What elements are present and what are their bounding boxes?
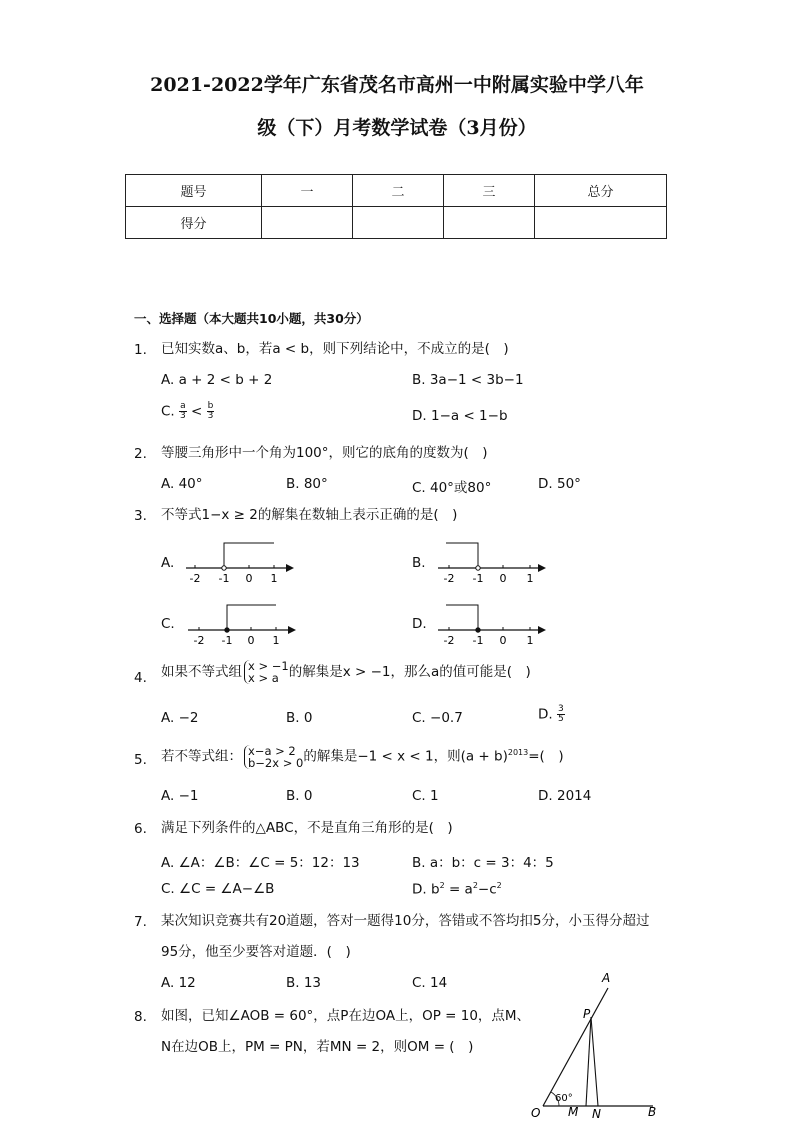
- tick-label: 0: [245, 572, 253, 585]
- score-cell[interactable]: [444, 207, 535, 239]
- text-mid: = a: [444, 881, 473, 898]
- score-cell[interactable]: [535, 207, 667, 239]
- question-number: 1.: [134, 342, 147, 358]
- table-cell: 总分: [535, 175, 667, 207]
- question-text: 不等式1−x ≥ 2的解集在数轴上表示正确的是( ): [161, 507, 458, 523]
- question-text-line1: 如图，已知∠AOB = 60°，点P在边OA上，OP = 10，点M、: [161, 1008, 531, 1024]
- option-b[interactable]: B. 3a−1 < 3b−1: [412, 372, 524, 388]
- solution-ray: [227, 605, 276, 628]
- tick-label: -2: [443, 572, 455, 585]
- option-d[interactable]: [412, 881, 502, 898]
- option-b[interactable]: B. 0: [286, 710, 313, 726]
- option-a[interactable]: A. a + 2 < b + 2: [161, 372, 273, 388]
- inequality: b−2x > 0: [248, 755, 304, 770]
- number-line-b: [434, 538, 554, 586]
- option-d[interactable]: D.: [412, 616, 427, 632]
- tick-label: 0: [247, 634, 255, 647]
- open-point: [222, 566, 226, 570]
- arrow-head: [538, 626, 546, 634]
- ray-oa: [543, 988, 608, 1106]
- option-c[interactable]: C. 14: [412, 975, 448, 991]
- arrow-head: [286, 564, 294, 572]
- option-a[interactable]: A. −2: [161, 710, 199, 726]
- solution-ray: [446, 543, 478, 566]
- solution-ray: [224, 543, 274, 566]
- option-a[interactable]: A. 12: [161, 975, 196, 991]
- tick-label: 1: [526, 634, 534, 647]
- inequality: x > −1: [248, 659, 289, 673]
- inequality-system: [244, 745, 303, 769]
- text-pre: D. b: [412, 881, 440, 898]
- numerator: a: [180, 401, 186, 411]
- tick-label: 1: [272, 634, 280, 647]
- exponent: 2: [439, 881, 445, 890]
- question-text: [161, 660, 531, 684]
- question-number: 2.: [134, 446, 147, 462]
- inequality-system: [244, 660, 289, 684]
- option-d[interactable]: D. 50°: [538, 476, 581, 492]
- question-text: 已知实数a、b，若a < b，则下列结论中，不成立的是( ): [161, 341, 509, 357]
- option-b[interactable]: B. 80°: [286, 476, 328, 492]
- option-d[interactable]: D. 2014: [538, 788, 592, 804]
- question-text-line2: 95分，他至少要答对道题．( ): [161, 944, 351, 960]
- table-cell: 一: [262, 175, 353, 207]
- label-a: A: [602, 971, 611, 985]
- question-number: 3.: [134, 508, 147, 524]
- exam-title-line1: 2021-2022学年广东省茂名市高州一中附属实验中学八年: [150, 74, 644, 96]
- exam-title-line2: 级（下）月考数学试卷（3月份）: [257, 117, 537, 139]
- question-text-line2: N在边OB上，PM = PN，若MN = 2，则OM = ( ): [161, 1039, 474, 1055]
- option-c[interactable]: [161, 402, 214, 421]
- tick-label: -2: [189, 572, 201, 585]
- inequality: x > a: [248, 671, 279, 685]
- tick-label: -1: [472, 634, 484, 647]
- question-number: 8.: [134, 1009, 147, 1025]
- table-cell: 三: [444, 175, 535, 207]
- option-c[interactable]: C. 40°或80°: [412, 480, 492, 496]
- label-n: N: [592, 1107, 601, 1120]
- section-heading: 一、选择题（本大题共10小题，共30分）: [134, 311, 369, 326]
- table-row: [126, 207, 667, 239]
- text-post: 的解集是x > −1，那么a的值可能是( ): [288, 664, 531, 680]
- table-cell: 得分: [126, 207, 262, 239]
- option-c[interactable]: C. 1: [412, 788, 439, 804]
- denominator: 5: [557, 714, 564, 724]
- arrow-head: [538, 564, 546, 572]
- text-mid: 的解集是−1 < x < 1，则(a + b): [303, 748, 508, 765]
- text-post: =( ): [528, 748, 564, 765]
- tick-label: -2: [443, 634, 455, 647]
- score-cell[interactable]: [353, 207, 444, 239]
- label-m: M: [568, 1105, 579, 1119]
- tick-label: -1: [221, 634, 233, 647]
- number-line-d: [434, 600, 554, 648]
- label-b: B: [648, 1105, 657, 1119]
- angle-label: 60°: [555, 1093, 573, 1104]
- tick-label: 1: [270, 572, 278, 585]
- option-c[interactable]: C.: [161, 616, 175, 632]
- score-table: [125, 174, 667, 239]
- arrow-head: [288, 626, 296, 634]
- option-a[interactable]: A. ∠A：∠B：∠C = 5：12：13: [161, 855, 360, 871]
- tick-label: -1: [218, 572, 230, 585]
- option-d[interactable]: D. 1−a < 1−b: [412, 408, 508, 424]
- question-text: 满足下列条件的△ABC，不是直角三角形的是( ): [161, 820, 453, 836]
- option-c[interactable]: C. −0.7: [412, 710, 463, 726]
- option-d[interactable]: [538, 705, 565, 724]
- text-pre: 如果不等式组: [161, 664, 242, 680]
- option-b[interactable]: B. a：b：c = 3：4：5: [412, 855, 554, 871]
- segment-pn: [591, 1017, 598, 1106]
- number-line-c: [184, 600, 304, 648]
- fraction: [179, 402, 187, 421]
- segment-pm: [586, 1017, 591, 1106]
- option-b[interactable]: B. 0: [286, 788, 313, 804]
- tick-label: 1: [526, 572, 534, 585]
- numerator: b: [207, 401, 214, 411]
- angle-figure: [528, 968, 668, 1120]
- question-number: 6.: [134, 821, 147, 837]
- question-text: [161, 741, 564, 769]
- question-number: 5.: [134, 752, 147, 768]
- question-number: 7.: [134, 914, 147, 930]
- tick-label: -2: [193, 634, 205, 647]
- fraction: [557, 705, 565, 724]
- closed-point: [225, 628, 229, 632]
- tick-label: -1: [472, 572, 484, 585]
- numerator: 3: [557, 704, 564, 714]
- question-number: 4.: [134, 670, 147, 686]
- text-mid: −c: [477, 881, 497, 898]
- exponent: 2: [472, 881, 478, 890]
- closed-point: [476, 628, 480, 632]
- option-c[interactable]: C. ∠C = ∠A−∠B: [161, 881, 275, 897]
- less-than: <: [191, 403, 203, 420]
- solution-ray: [446, 605, 478, 628]
- option-a[interactable]: A. 40°: [161, 476, 203, 492]
- exponent: 2013: [507, 748, 529, 757]
- label-o: O: [531, 1106, 541, 1120]
- option-b[interactable]: B. 13: [286, 975, 322, 991]
- open-point: [476, 566, 480, 570]
- question-text: 等腰三角形中一个角为100°，则它的底角的度数为( ): [161, 445, 488, 461]
- question-text-line1: 某次知识竞赛共有20道题，答对一题得10分，答错或不答均扣5分，小玉得分超过: [161, 913, 650, 929]
- option-label: D.: [538, 706, 553, 723]
- option-a[interactable]: A. −1: [161, 788, 199, 804]
- table-cell: 题号: [126, 175, 262, 207]
- tick-label: 0: [499, 634, 507, 647]
- denominator: 3: [180, 411, 186, 421]
- label-p: P: [583, 1007, 591, 1021]
- score-cell[interactable]: [262, 207, 353, 239]
- table-row: [126, 175, 667, 207]
- table-cell: 二: [353, 175, 444, 207]
- text-pre: 若不等式组：: [161, 748, 242, 765]
- number-line-a: [182, 538, 302, 586]
- exponent: 2: [496, 881, 502, 890]
- option-b[interactable]: B.: [412, 555, 426, 571]
- option-label: C.: [161, 403, 175, 420]
- inequality: x−a > 2: [248, 743, 296, 758]
- denominator: 3: [207, 411, 214, 421]
- tick-label: 0: [499, 572, 507, 585]
- fraction: [207, 402, 215, 421]
- option-a[interactable]: A.: [161, 555, 175, 571]
